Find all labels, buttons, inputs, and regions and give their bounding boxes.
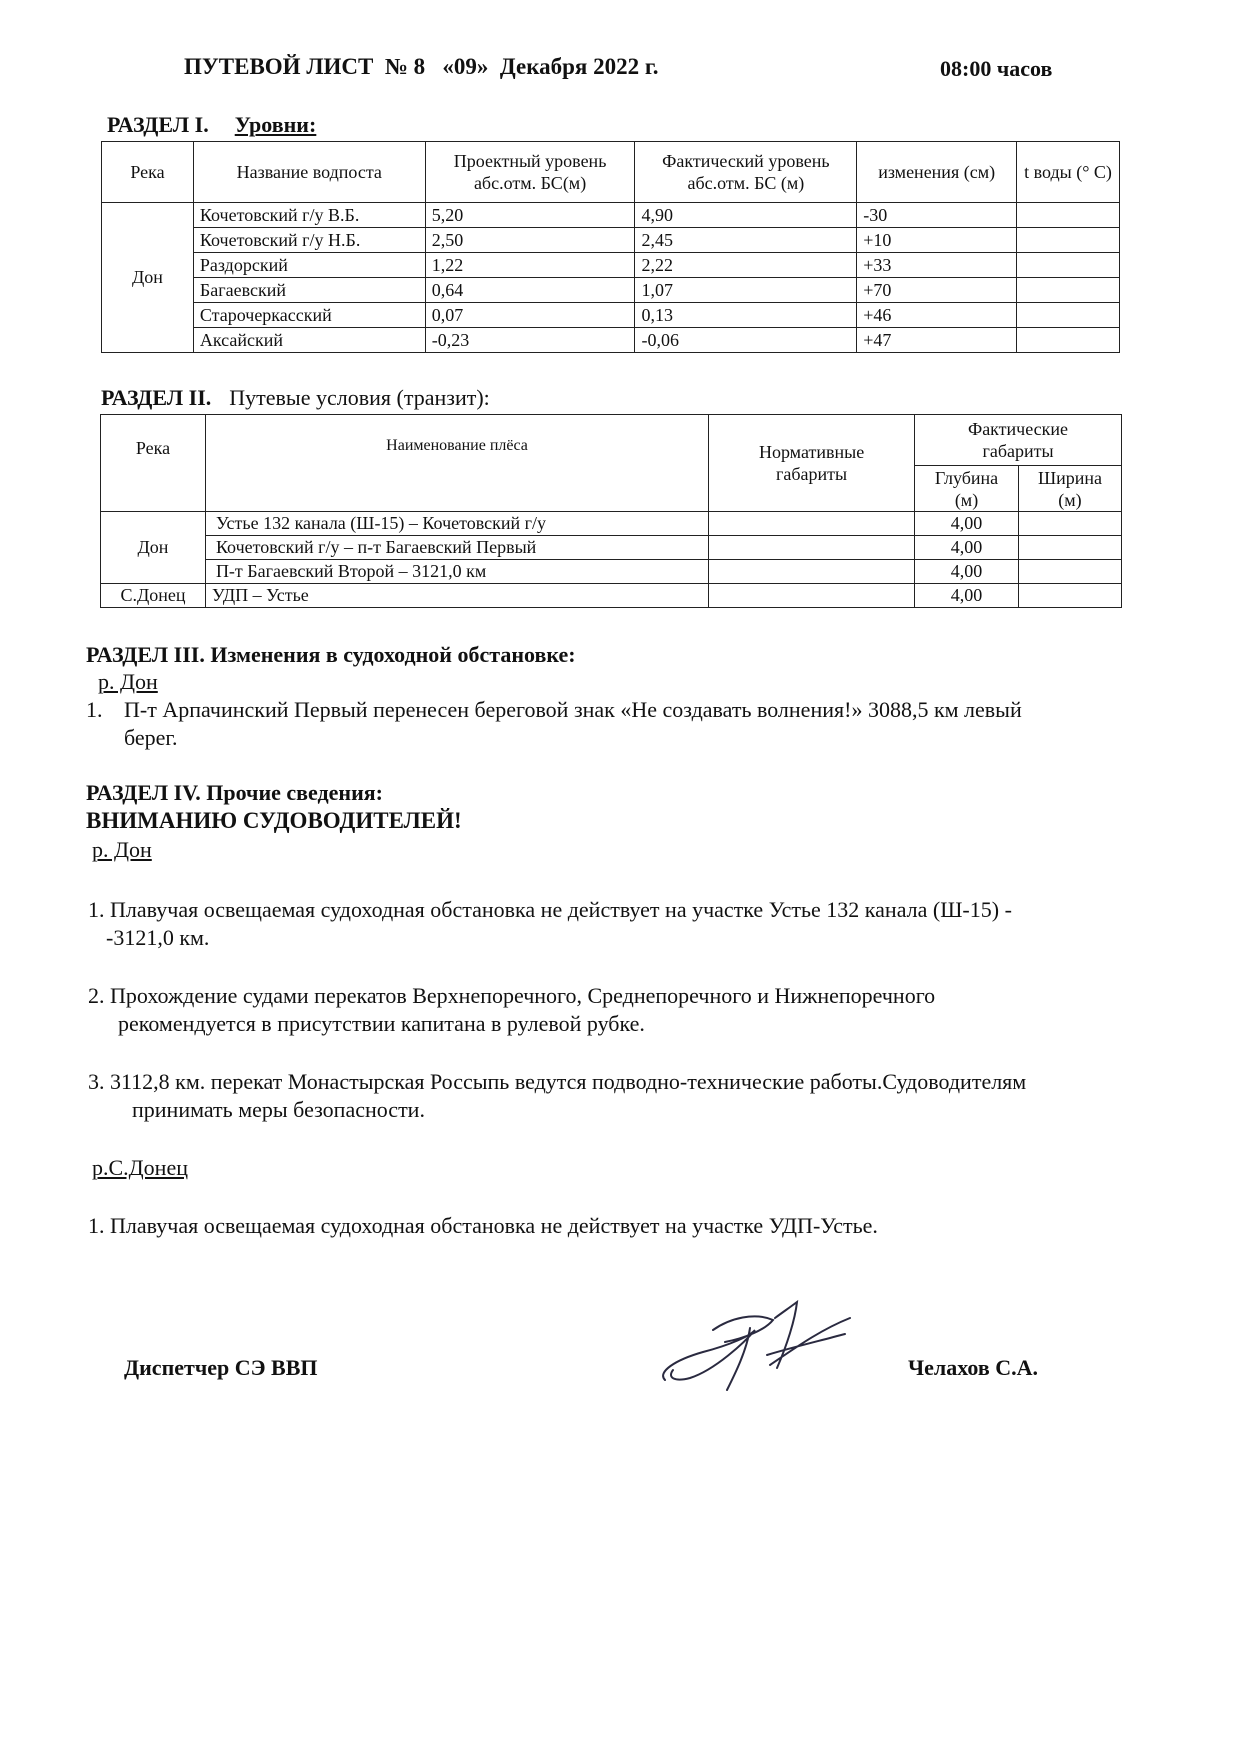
section1-label: РАЗДЕЛ I. xyxy=(107,112,209,137)
attention-heading: ВНИМАНИЮ СУДОВОДИТЕЛЕЙ! xyxy=(86,808,462,833)
transit-reach: Кочетовский г/у – п-т Багаевский Первый xyxy=(205,536,708,560)
transit-col-normative: Нормативные габариты xyxy=(709,415,915,512)
levels-change: +10 xyxy=(857,228,1017,253)
don-item2-line1: 2. Прохождение судами перекатов Верхнепоречного, Среднепоречного и Нижнепоречного xyxy=(88,983,936,1008)
levels-change: +47 xyxy=(857,328,1017,353)
transit-width xyxy=(1019,584,1122,608)
transit-depth: 4,00 xyxy=(915,560,1019,584)
section4-title: РАЗДЕЛ IV. Прочие сведения: xyxy=(86,780,383,805)
section2-title: Путевые условия (транзит): xyxy=(229,385,490,410)
table-row xyxy=(102,203,1120,228)
transit-normative xyxy=(709,512,915,536)
levels-post: Кочетовский г/у В.Б. xyxy=(193,203,425,228)
section3-title: РАЗДЕЛ III. Изменения в судоходной обстановке: xyxy=(86,642,576,667)
table-row xyxy=(102,278,1120,303)
levels-header-row xyxy=(102,142,1120,203)
table-row xyxy=(101,560,1122,584)
levels-post: Старочеркасский xyxy=(193,303,425,328)
levels-design: 0,64 xyxy=(425,278,635,303)
levels-col-river: Река xyxy=(102,142,194,203)
transit-width xyxy=(1019,560,1122,584)
table-row xyxy=(101,584,1122,608)
table-row xyxy=(102,228,1120,253)
levels-change: +70 xyxy=(857,278,1017,303)
levels-post: Раздорский xyxy=(193,253,425,278)
levels-actual: 1,07 xyxy=(635,278,857,303)
levels-design: 1,22 xyxy=(425,253,635,278)
section3-item1-num: 1. xyxy=(86,697,103,722)
levels-design: 5,20 xyxy=(425,203,635,228)
levels-temp xyxy=(1017,253,1120,278)
donets-item1: 1. Плавучая освещаемая судоходная обстановка не действует на участке УДП-Устье. xyxy=(88,1213,878,1238)
levels-col-actual: Фактический уровень абс.отм. БС (м) xyxy=(635,142,857,203)
section3-item1-line2: берег. xyxy=(124,725,178,750)
levels-post: Кочетовский г/у Н.Б. xyxy=(193,228,425,253)
levels-post: Аксайский xyxy=(193,328,425,353)
levels-temp xyxy=(1017,303,1120,328)
signer-name: Челахов С.А. xyxy=(908,1355,1039,1380)
section1-title: Уровни: xyxy=(234,112,317,137)
transit-width xyxy=(1019,512,1122,536)
levels-actual: -0,06 xyxy=(635,328,857,353)
levels-col-design: Проектный уровень абс.отм. БС(м) xyxy=(425,142,635,203)
transit-normative xyxy=(709,584,915,608)
levels-change: +46 xyxy=(857,303,1017,328)
table-row xyxy=(101,536,1122,560)
levels-change: +33 xyxy=(857,253,1017,278)
table-row xyxy=(102,253,1120,278)
section2-heading xyxy=(101,385,490,411)
transit-col-width: Ширина (м) xyxy=(1019,466,1122,512)
section2-label: РАЗДЕЛ II. xyxy=(101,385,212,410)
section4-river-donets: р.С.Донец xyxy=(92,1155,188,1180)
levels-col-post: Название водпоста xyxy=(193,142,425,203)
document-time: 08:00 часов xyxy=(940,56,1053,81)
levels-table xyxy=(101,141,1120,353)
transit-table xyxy=(100,414,1122,608)
section3-item1-line1: П-т Арпачинский Первый перенесен береговой знак «Не создавать волнения!» 3088,5 км левый xyxy=(124,697,1022,722)
don-item1-line2: -3121,0 км. xyxy=(106,925,210,950)
transit-width xyxy=(1019,536,1122,560)
levels-river-cell: Дон xyxy=(102,203,194,353)
levels-col-temp: t воды (° С) xyxy=(1017,142,1120,203)
don-item2-line2: рекомендуется в присутствии капитана в рулевой рубке. xyxy=(118,1011,645,1036)
section1-heading xyxy=(107,112,316,138)
don-item3-line2: принимать меры безопасности. xyxy=(132,1097,425,1122)
don-item1-line1: 1. Плавучая освещаемая судоходная обстановка не действует на участке Устье 132 канала (Ш-15) - xyxy=(88,897,1012,922)
document-title: ПУТЕВОЙ ЛИСТ № 8 «09» Декабря 2022 г. xyxy=(184,54,659,79)
levels-temp xyxy=(1017,228,1120,253)
transit-reach: П-т Багаевский Второй – 3121,0 км xyxy=(205,560,708,584)
transit-col-actual: Фактические габариты xyxy=(915,415,1122,466)
table-row xyxy=(102,303,1120,328)
levels-post: Багаевский xyxy=(193,278,425,303)
levels-col-change: изменения (см) xyxy=(857,142,1017,203)
levels-design: -0,23 xyxy=(425,328,635,353)
transit-river-cell: Дон xyxy=(101,512,206,584)
levels-design: 0,07 xyxy=(425,303,635,328)
levels-change: -30 xyxy=(857,203,1017,228)
levels-design: 2,50 xyxy=(425,228,635,253)
levels-actual: 2,22 xyxy=(635,253,857,278)
transit-col-reach: Наименование плёса xyxy=(205,415,708,512)
levels-actual: 2,45 xyxy=(635,228,857,253)
transit-normative xyxy=(709,536,915,560)
levels-temp xyxy=(1017,203,1120,228)
levels-temp xyxy=(1017,328,1120,353)
transit-river-cell: С.Донец xyxy=(101,584,206,608)
transit-header-row xyxy=(101,415,1122,466)
table-row xyxy=(101,512,1122,536)
transit-reach: Устье 132 канала (Ш-15) – Кочетовский г/у xyxy=(205,512,708,536)
transit-depth: 4,00 xyxy=(915,512,1019,536)
signer-position: Диспетчер СЭ ВВП xyxy=(124,1355,318,1380)
transit-depth: 4,00 xyxy=(915,536,1019,560)
section4-river-don: р. Дон xyxy=(92,837,152,862)
transit-reach: УДП – Устье xyxy=(205,584,708,608)
table-row xyxy=(102,328,1120,353)
transit-normative xyxy=(709,560,915,584)
section3-river: р. Дон xyxy=(98,669,158,694)
transit-col-depth: Глубина (м) xyxy=(915,466,1019,512)
transit-depth: 4,00 xyxy=(915,584,1019,608)
levels-temp xyxy=(1017,278,1120,303)
don-item3-line1: 3. 3112,8 км. перекат Монастырская Россыпь ведутся подводно-технические работы.Судоводителям xyxy=(88,1069,1027,1094)
transit-col-river: Река xyxy=(101,415,206,512)
signature-image xyxy=(655,1290,855,1400)
levels-actual: 4,90 xyxy=(635,203,857,228)
levels-actual: 0,13 xyxy=(635,303,857,328)
